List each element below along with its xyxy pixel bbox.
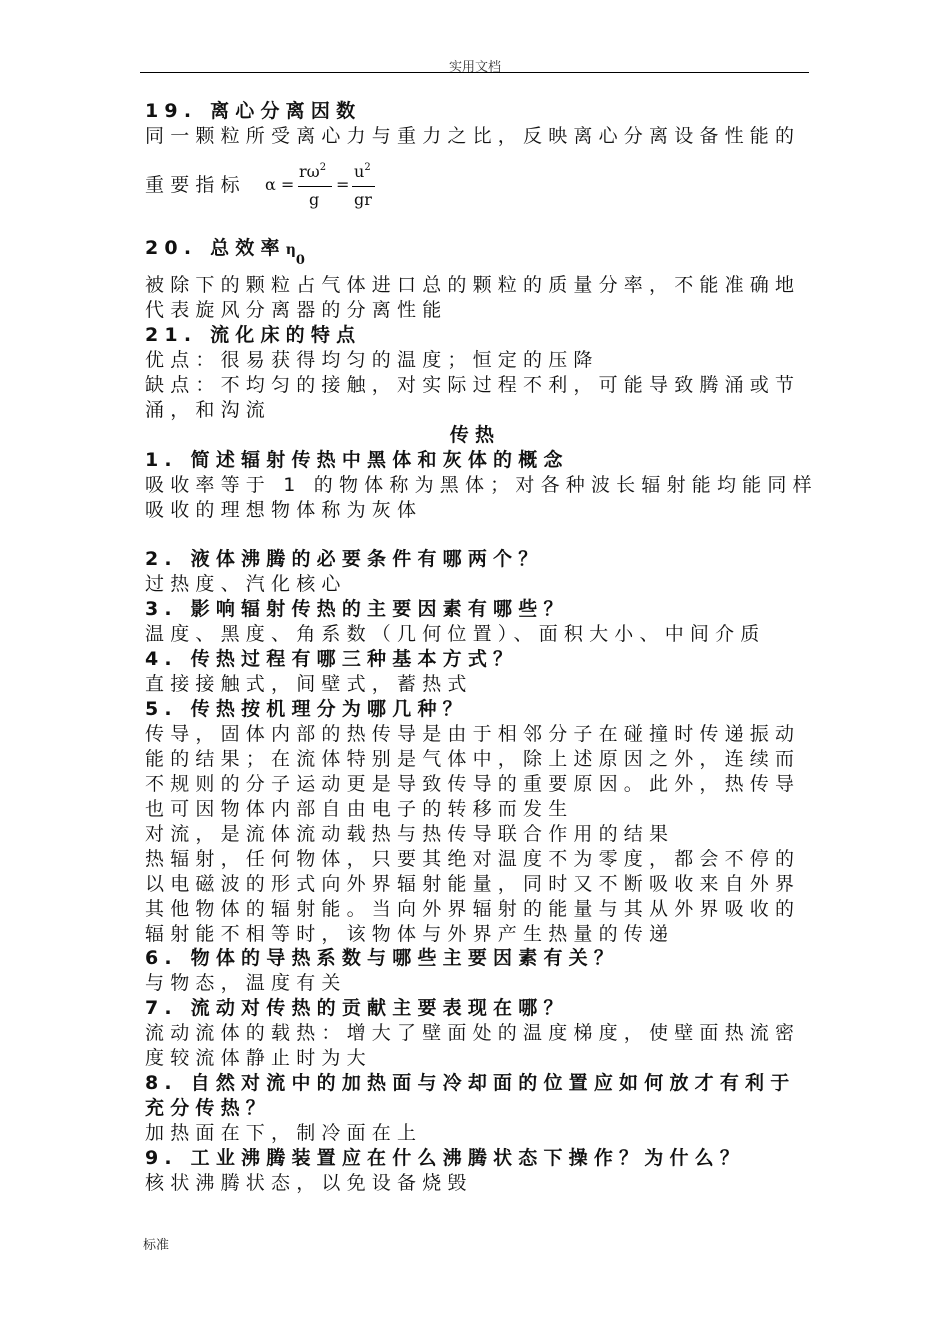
answer-7-line-1: 流动流体的载热：增大了壁面处的温度梯度，使壁面热流密 xyxy=(145,1022,801,1044)
answer-5-line-8: 其他物体的辐射能。当向外界辐射的能量与其从外界吸收的 xyxy=(145,898,801,920)
answer-7-line-2: 度较流体静止时为大 xyxy=(145,1047,372,1069)
answer-5-line-2: 能的结果；在流体特别是气体中，除上述原因之外，连续而 xyxy=(145,748,801,770)
answer-2-line-1: 过热度、汽化核心 xyxy=(145,573,347,595)
answer-5-line-9: 辐射能不相等时，该物体与外界产生热量的传递 xyxy=(145,923,675,945)
heading-19: 19. 离心分离因数 xyxy=(145,100,362,122)
answer-5-line-1: 传导，固体内部的热传导是由于相邻分子在碰撞时传递振动 xyxy=(145,723,801,745)
paragraph-21-line-1: 优点：很易获得均匀的温度；恒定的压降 xyxy=(145,349,599,371)
question-4-heading: 4. 传热过程有哪三种基本方式？ xyxy=(145,648,519,670)
paragraph-21-line-3: 涌，和沟流 xyxy=(145,399,272,421)
answer-5-line-7: 以电磁波的形式向外界辐射能量，同时又不断吸收来自外界 xyxy=(145,873,801,895)
page-footer: 标准 xyxy=(143,1238,170,1253)
question-6-heading: 6. 物体的导热系数与哪些主要因素有关？ xyxy=(145,947,620,969)
formula-denominator-1: g xyxy=(309,190,320,209)
question-2-heading: 2. 液体沸腾的必要条件有哪两个？ xyxy=(145,548,544,570)
formula-alpha: α = xyxy=(265,175,295,194)
fraction-bar-1 xyxy=(298,186,332,187)
answer-1-line-1: 吸收率等于 1 的物体称为黑体；对各种波长辐射能均能同样 xyxy=(145,474,818,496)
answer-5-line-4: 也可因物体内部自由电子的转移而发生 xyxy=(145,798,574,820)
section-title: 传热 xyxy=(449,424,501,446)
header-rule xyxy=(140,72,809,73)
answer-1-line-2: 吸收的理想物体称为灰体 xyxy=(145,499,423,521)
question-1-heading: 1. 简述辐射传热中黑体和灰体的概念 xyxy=(145,449,569,471)
page-header: 实用文档 xyxy=(448,60,501,75)
question-8-heading-line-1: 8. 自然对流中的加热面与冷却面的位置应如何放才有利于 xyxy=(145,1072,796,1094)
answer-8-line-1: 加热面在下，制冷面在上 xyxy=(145,1122,423,1144)
heading-21: 21. 流化床的特点 xyxy=(145,324,362,346)
answer-5-line-3: 不规则的分子运动更是导致传导的重要原因。此外，热传导 xyxy=(145,773,801,795)
paragraph-19-line-2: 重要指标 xyxy=(145,174,246,196)
question-5-heading: 5. 传热按机理分为哪几种？ xyxy=(145,698,468,720)
paragraph-21-line-2: 缺点：不均匀的接触，对实际过程不利，可能导致腾涌或节 xyxy=(145,374,801,396)
heading-20: 20. 总效率$\eta_0$ xyxy=(145,237,305,268)
question-8-heading-line-2: 充分传热？ xyxy=(145,1097,272,1119)
formula-denominator-2: gr xyxy=(354,190,372,209)
question-3-heading: 3. 影响辐射传热的主要因素有哪些？ xyxy=(145,598,569,620)
question-7-heading: 7. 流动对传热的贡献主要表现在哪？ xyxy=(145,997,569,1019)
paragraph-19-line-1: 同一颗粒所受离心力与重力之比，反映离心分离设备性能的 xyxy=(145,125,801,147)
answer-6-line-1: 与物态，温度有关 xyxy=(145,972,347,994)
fraction-bar-2 xyxy=(352,186,375,187)
formula-numerator-2: $u^2$ xyxy=(354,162,371,181)
answer-5-line-5: 对流，是流体流动载热与热传导联合作用的结果 xyxy=(145,823,675,845)
answer-5-line-6: 热辐射，任何物体，只要其绝对温度不为零度，都会不停的 xyxy=(145,848,801,870)
answer-3-line-1: 温度、黑度、角系数（几何位置）、面积大小、中间介质 xyxy=(145,623,766,645)
formula-equals: = xyxy=(336,175,350,194)
question-9-heading: 9. 工业沸腾装置应在什么沸腾状态下操作？为什么？ xyxy=(145,1147,746,1169)
formula-numerator-1: $r\omega^2$ xyxy=(299,162,327,181)
eta-symbol: $\eta_0$ xyxy=(285,242,305,268)
answer-4-line-1: 直接接触式，间壁式，蓄热式 xyxy=(145,673,473,695)
answer-9-line-1: 核状沸腾状态，以免设备烧毁 xyxy=(145,1172,473,1194)
paragraph-20-line-2: 代表旋风分离器的分离性能 xyxy=(145,299,448,321)
paragraph-20-line-1: 被除下的颗粒占气体进口总的颗粒的质量分率，不能准确地 xyxy=(145,274,801,296)
